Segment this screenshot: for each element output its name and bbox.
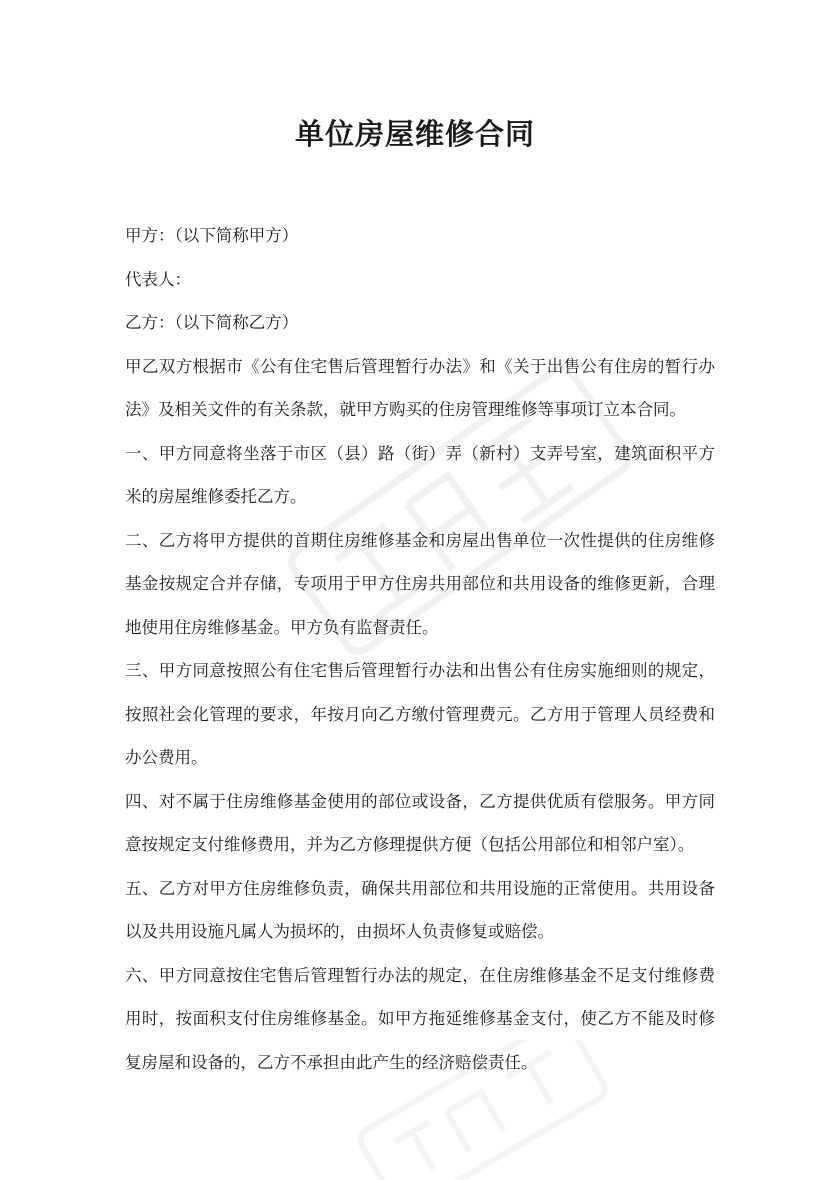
clause-3: 三、甲方同意按照公有住宅售后管理暂行办法和出售公有住房实施细则的规定，按照社会化管理的要求，年按月向乙方缴付管理费元。乙方用于管理人员经费和办公费用。 bbox=[125, 661, 715, 767]
preamble-paragraph: 甲乙双方根据市《公有住宅售后管理暂行办法》和《关于出售公有住房的暂行办法》及相关文件的有关条款，就甲方购买的住房管理维修等事项订立本合同。 bbox=[125, 356, 715, 419]
party-b-line: 乙方：（以下简称乙方） bbox=[125, 313, 299, 332]
representative-line: 代表人： bbox=[125, 269, 191, 289]
clause-6: 六、甲方同意按住宅售后管理暂行办法的规定，在住房维修基金不足支付维修费用时，按面积支付住房维修基金。如甲方拖延维修基金支付，使乙方不能及时修复房屋和设备的，乙方不承担由此产生的经济赔偿责任。 bbox=[125, 965, 715, 1072]
page-title: 单位房屋维修合同 bbox=[294, 117, 535, 151]
clause-2: 二、乙方将甲方提供的首期住房维修基金和房屋出售单位一次性提供的住房维修基金按规定合并存储，专项用于甲方住房共用部位和共用设备的维修更新，合理地使用住房维修基金。甲方负有监督责任。 bbox=[125, 530, 715, 637]
party-a-line: 甲方：（以下简称甲方） bbox=[125, 226, 299, 245]
clause-5: 五、乙方对甲方住房维修负责，确保共用部位和共用设施的正常使用。共用设备以及共用设施凡属人为损坏的，由损坏人负责修复或赔偿。 bbox=[125, 878, 715, 941]
clause-1: 一、甲方同意将坐落于市区（县）路（街）弄（新村）支弄号室，建筑面积平方米的房屋维修委托乙方。 bbox=[125, 443, 715, 506]
contract-body bbox=[125, 214, 715, 1084]
clause-4: 四、对不属于住房维修基金使用的部位或设备，乙方提供优质有偿服务。甲方同意按规定支付维修费用，并为乙方修理提供方便（包括公用部位和相邻户室）。 bbox=[125, 791, 715, 854]
